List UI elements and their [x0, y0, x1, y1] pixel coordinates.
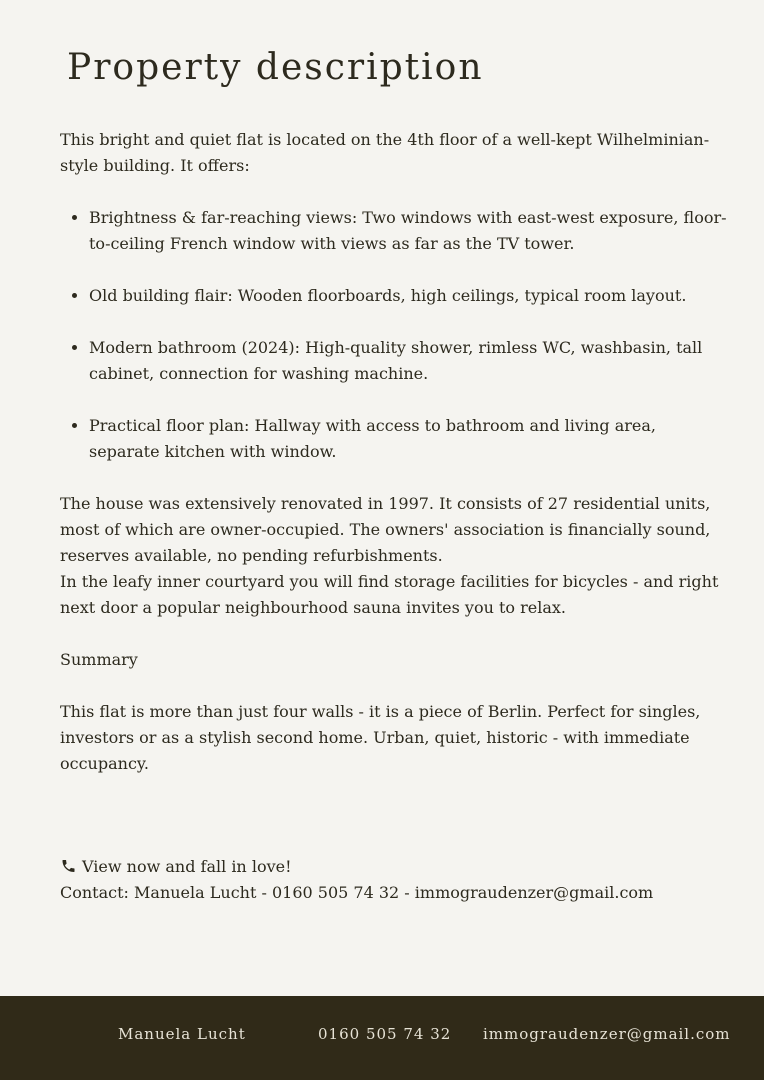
feature-item: • Brightness & far-reaching views: Two windows with east-west exposure, floor-to-ceiling French window with views as far as the TV tower.: [89, 205, 730, 257]
feature-item: • Modern bathroom (2024): High-quality shower, rimless WC, washbasin, tall cabinet, connection for washing machine.: [89, 335, 730, 387]
footer-phone[interactable]: 0160 505 74 32: [318, 1025, 452, 1043]
footer-email[interactable]: immograudenzer@gmail.com: [483, 1025, 731, 1043]
contact-block: [60, 854, 653, 906]
intro-paragraph: This bright and quiet flat is located on the 4th floor of a well-kept Wilhelminian-style building. It offers:: [60, 130, 710, 175]
building-paragraph: The house was extensively renovated in 1997. It consists of 27 residential units, most of which are owner-occupied. The owners' association is financially sound, reserves available, no pending refurbishments.: [60, 494, 711, 565]
description-body: [60, 127, 730, 777]
page-title: Property description: [67, 47, 484, 88]
footer-bar: [0, 996, 764, 1080]
cta-line: [60, 854, 653, 880]
feature-item: • Practical floor plan: Hallway with access to bathroom and living area, separate kitchen with window.: [89, 413, 730, 465]
summary-paragraph: This flat is more than just four walls - it is a piece of Berlin. Perfect for singles, investors or as a stylish second home. Urban, quiet, historic - with immediate occupancy.: [60, 702, 701, 773]
courtyard-paragraph: In the leafy inner courtyard you will find storage facilities for bicycles - and right next door a popular neighbourhood sauna invites you to relax.: [60, 572, 719, 617]
cta-text: View now and fall in love!: [82, 857, 292, 876]
summary-heading: Summary: [60, 650, 138, 669]
feature-list: [60, 205, 730, 465]
feature-item: • Old building flair: Wooden floorboards, high ceilings, typical room layout.: [89, 283, 730, 309]
phone-icon: [60, 858, 77, 874]
contact-line: Contact: Manuela Lucht - 0160 505 74 32 - immograudenzer@gmail.com: [60, 883, 654, 902]
footer-name: Manuela Lucht: [118, 1025, 246, 1043]
